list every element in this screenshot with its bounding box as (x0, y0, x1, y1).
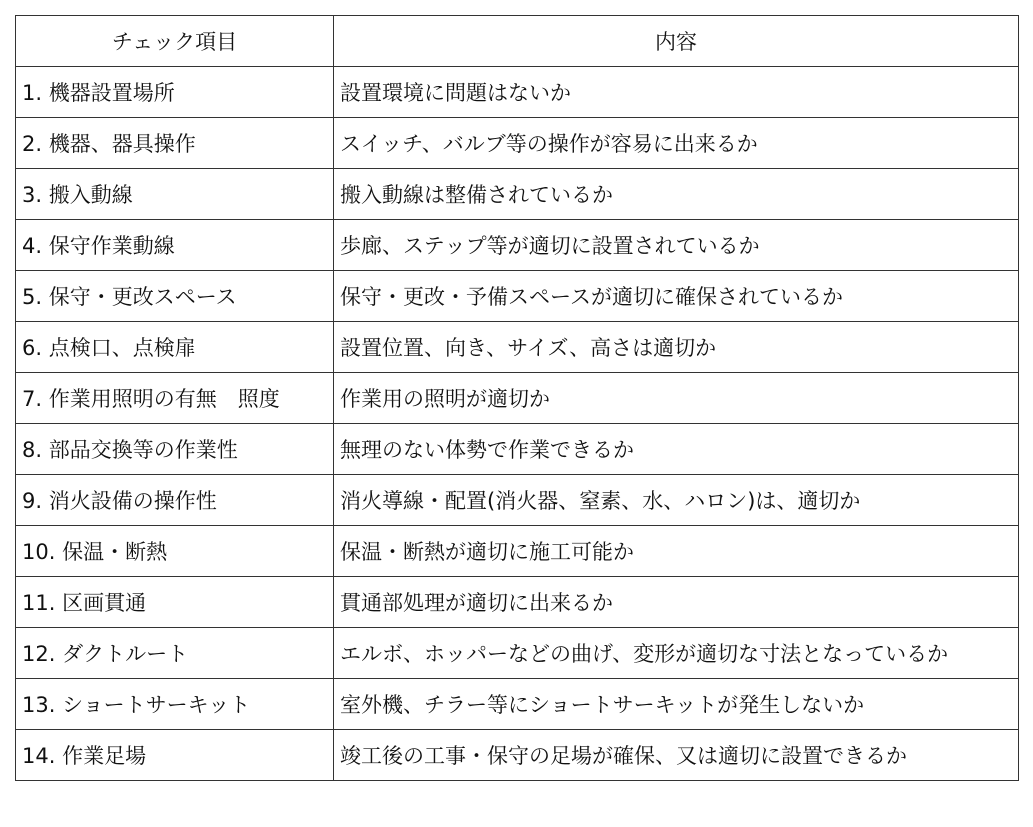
check-item-cell: 13. ショートサーキット (16, 679, 334, 730)
check-item-cell: 14. 作業足場 (16, 730, 334, 781)
table-row (16, 475, 1019, 526)
check-item-cell: 1. 機器設置場所 (16, 67, 334, 118)
table-row (16, 577, 1019, 628)
checklist-table (15, 15, 1019, 781)
content-cell: 消火導線・配置(消火器、窒素、水、ハロン)は、適切か (334, 475, 1019, 526)
table-row (16, 628, 1019, 679)
content-cell: エルボ、ホッパーなどの曲げ、変形が適切な寸法となっているか (334, 628, 1019, 679)
content-cell: 竣工後の工事・保守の足場が確保、又は適切に設置できるか (334, 730, 1019, 781)
content-cell: 貫通部処理が適切に出来るか (334, 577, 1019, 628)
header-row (16, 16, 1019, 67)
table-row (16, 67, 1019, 118)
table-row (16, 322, 1019, 373)
content-cell: 保温・断熱が適切に施工可能か (334, 526, 1019, 577)
check-item-cell: 3. 搬入動線 (16, 169, 334, 220)
content-cell: 無理のない体勢で作業できるか (334, 424, 1019, 475)
check-item-cell: 11. 区画貫通 (16, 577, 334, 628)
check-item-cell: 6. 点検口、点検扉 (16, 322, 334, 373)
table-row (16, 526, 1019, 577)
check-item-cell: 4. 保守作業動線 (16, 220, 334, 271)
content-cell: 保守・更改・予備スペースが適切に確保されているか (334, 271, 1019, 322)
content-cell: 作業用の照明が適切か (334, 373, 1019, 424)
table-row (16, 271, 1019, 322)
check-item-cell: 5. 保守・更改スペース (16, 271, 334, 322)
check-item-cell: 9. 消火設備の操作性 (16, 475, 334, 526)
table-row (16, 424, 1019, 475)
content-cell: スイッチ、バルブ等の操作が容易に出来るか (334, 118, 1019, 169)
content-cell: 設置位置、向き、サイズ、高さは適切か (334, 322, 1019, 373)
check-item-cell: 2. 機器、器具操作 (16, 118, 334, 169)
check-item-cell: 7. 作業用照明の有無 照度 (16, 373, 334, 424)
check-item-cell: 10. 保温・断熱 (16, 526, 334, 577)
column-header-item: チェック項目 (16, 16, 334, 67)
content-cell: 歩廊、ステップ等が適切に設置されているか (334, 220, 1019, 271)
check-item-cell: 8. 部品交換等の作業性 (16, 424, 334, 475)
table-row (16, 679, 1019, 730)
table-row (16, 220, 1019, 271)
table-row (16, 373, 1019, 424)
table-row (16, 118, 1019, 169)
content-cell: 室外機、チラー等にショートサーキットが発生しないか (334, 679, 1019, 730)
table-row (16, 169, 1019, 220)
check-item-cell: 12. ダクトルート (16, 628, 334, 679)
table-row (16, 730, 1019, 781)
content-cell: 搬入動線は整備されているか (334, 169, 1019, 220)
column-header-content: 内容 (334, 16, 1019, 67)
content-cell: 設置環境に問題はないか (334, 67, 1019, 118)
